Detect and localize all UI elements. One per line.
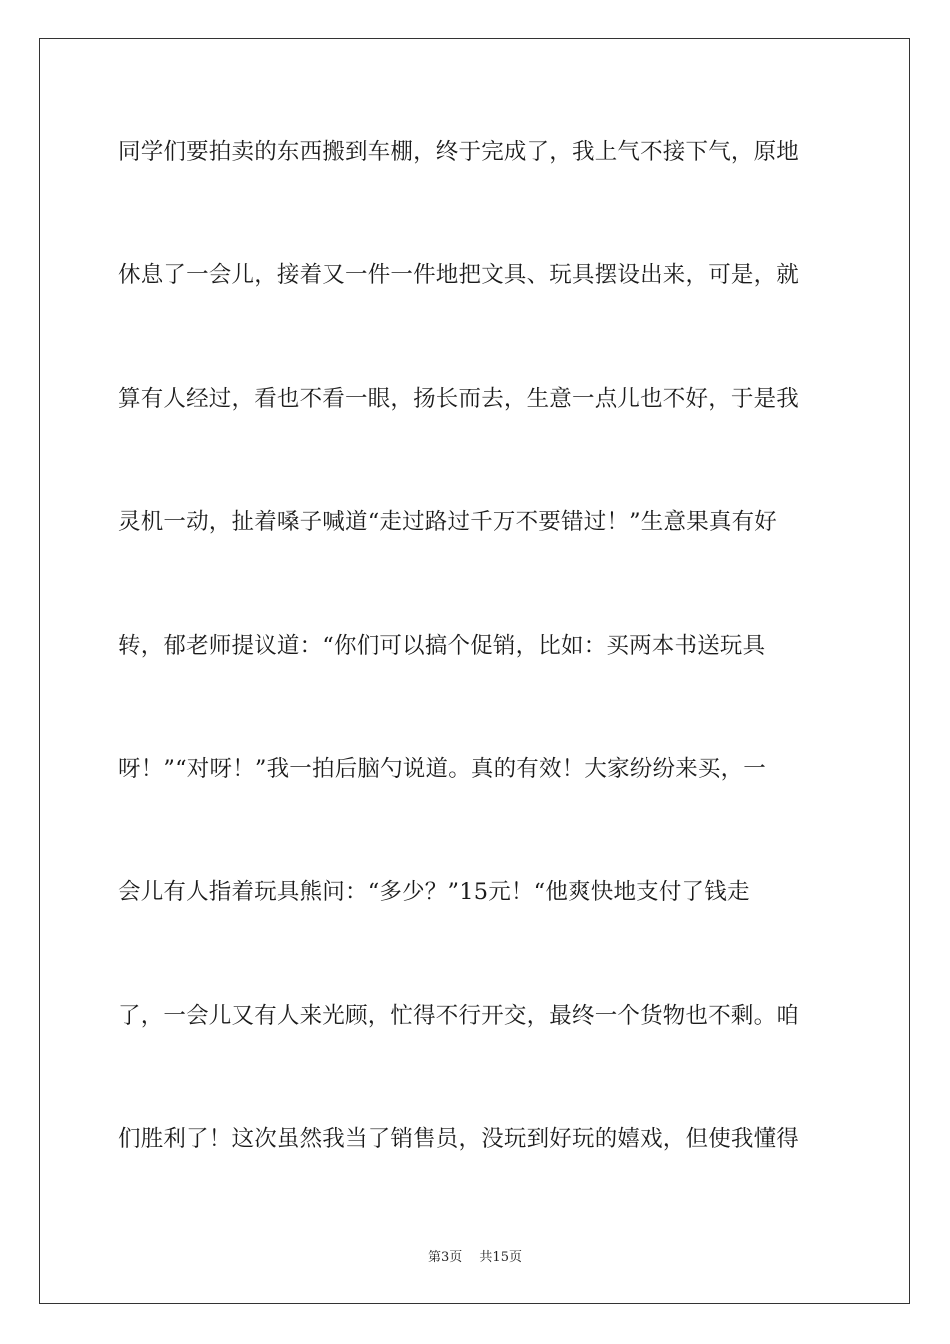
text-line: 算有人经过，看也不看一眼，扬长而去，生意一点儿也不好，于是我 — [118, 385, 800, 412]
text-line: 灵机一动，扯着嗓子喊道“走过路过千万不要错过！”生意果真有好 — [118, 509, 778, 536]
document-body — [118, 126, 834, 1237]
page-number: 第3页 共15页 — [428, 1250, 522, 1265]
text-line: 会儿有人指着玩具熊问：“多少？”15元！“他爽快地支付了钱走 — [118, 879, 750, 906]
text-line: 了，一会儿又有人来光顾，忙得不行开交，最终一个货物也不剩。咱 — [118, 1002, 800, 1029]
text-line: 转，郁老师提议道：“你们可以搞个促销，比如：买两本书送玩具 — [118, 632, 766, 659]
text-line: 呀！”“对呀！”我一拍后脑勺说道。真的有效！大家纷纷来买，一 — [118, 755, 767, 782]
text-line: 休息了一会儿，接着又一件一件地把文具、玩具摆设出来，可是，就 — [118, 262, 800, 289]
text-line: 同学们要拍卖的东西搬到车棚，终于完成了，我上气不接下气，原地 — [118, 139, 800, 165]
text-line: 们胜利了！这次虽然我当了销售员，没玩到好玩的嬉戏，但使我懂得 — [118, 1126, 800, 1153]
